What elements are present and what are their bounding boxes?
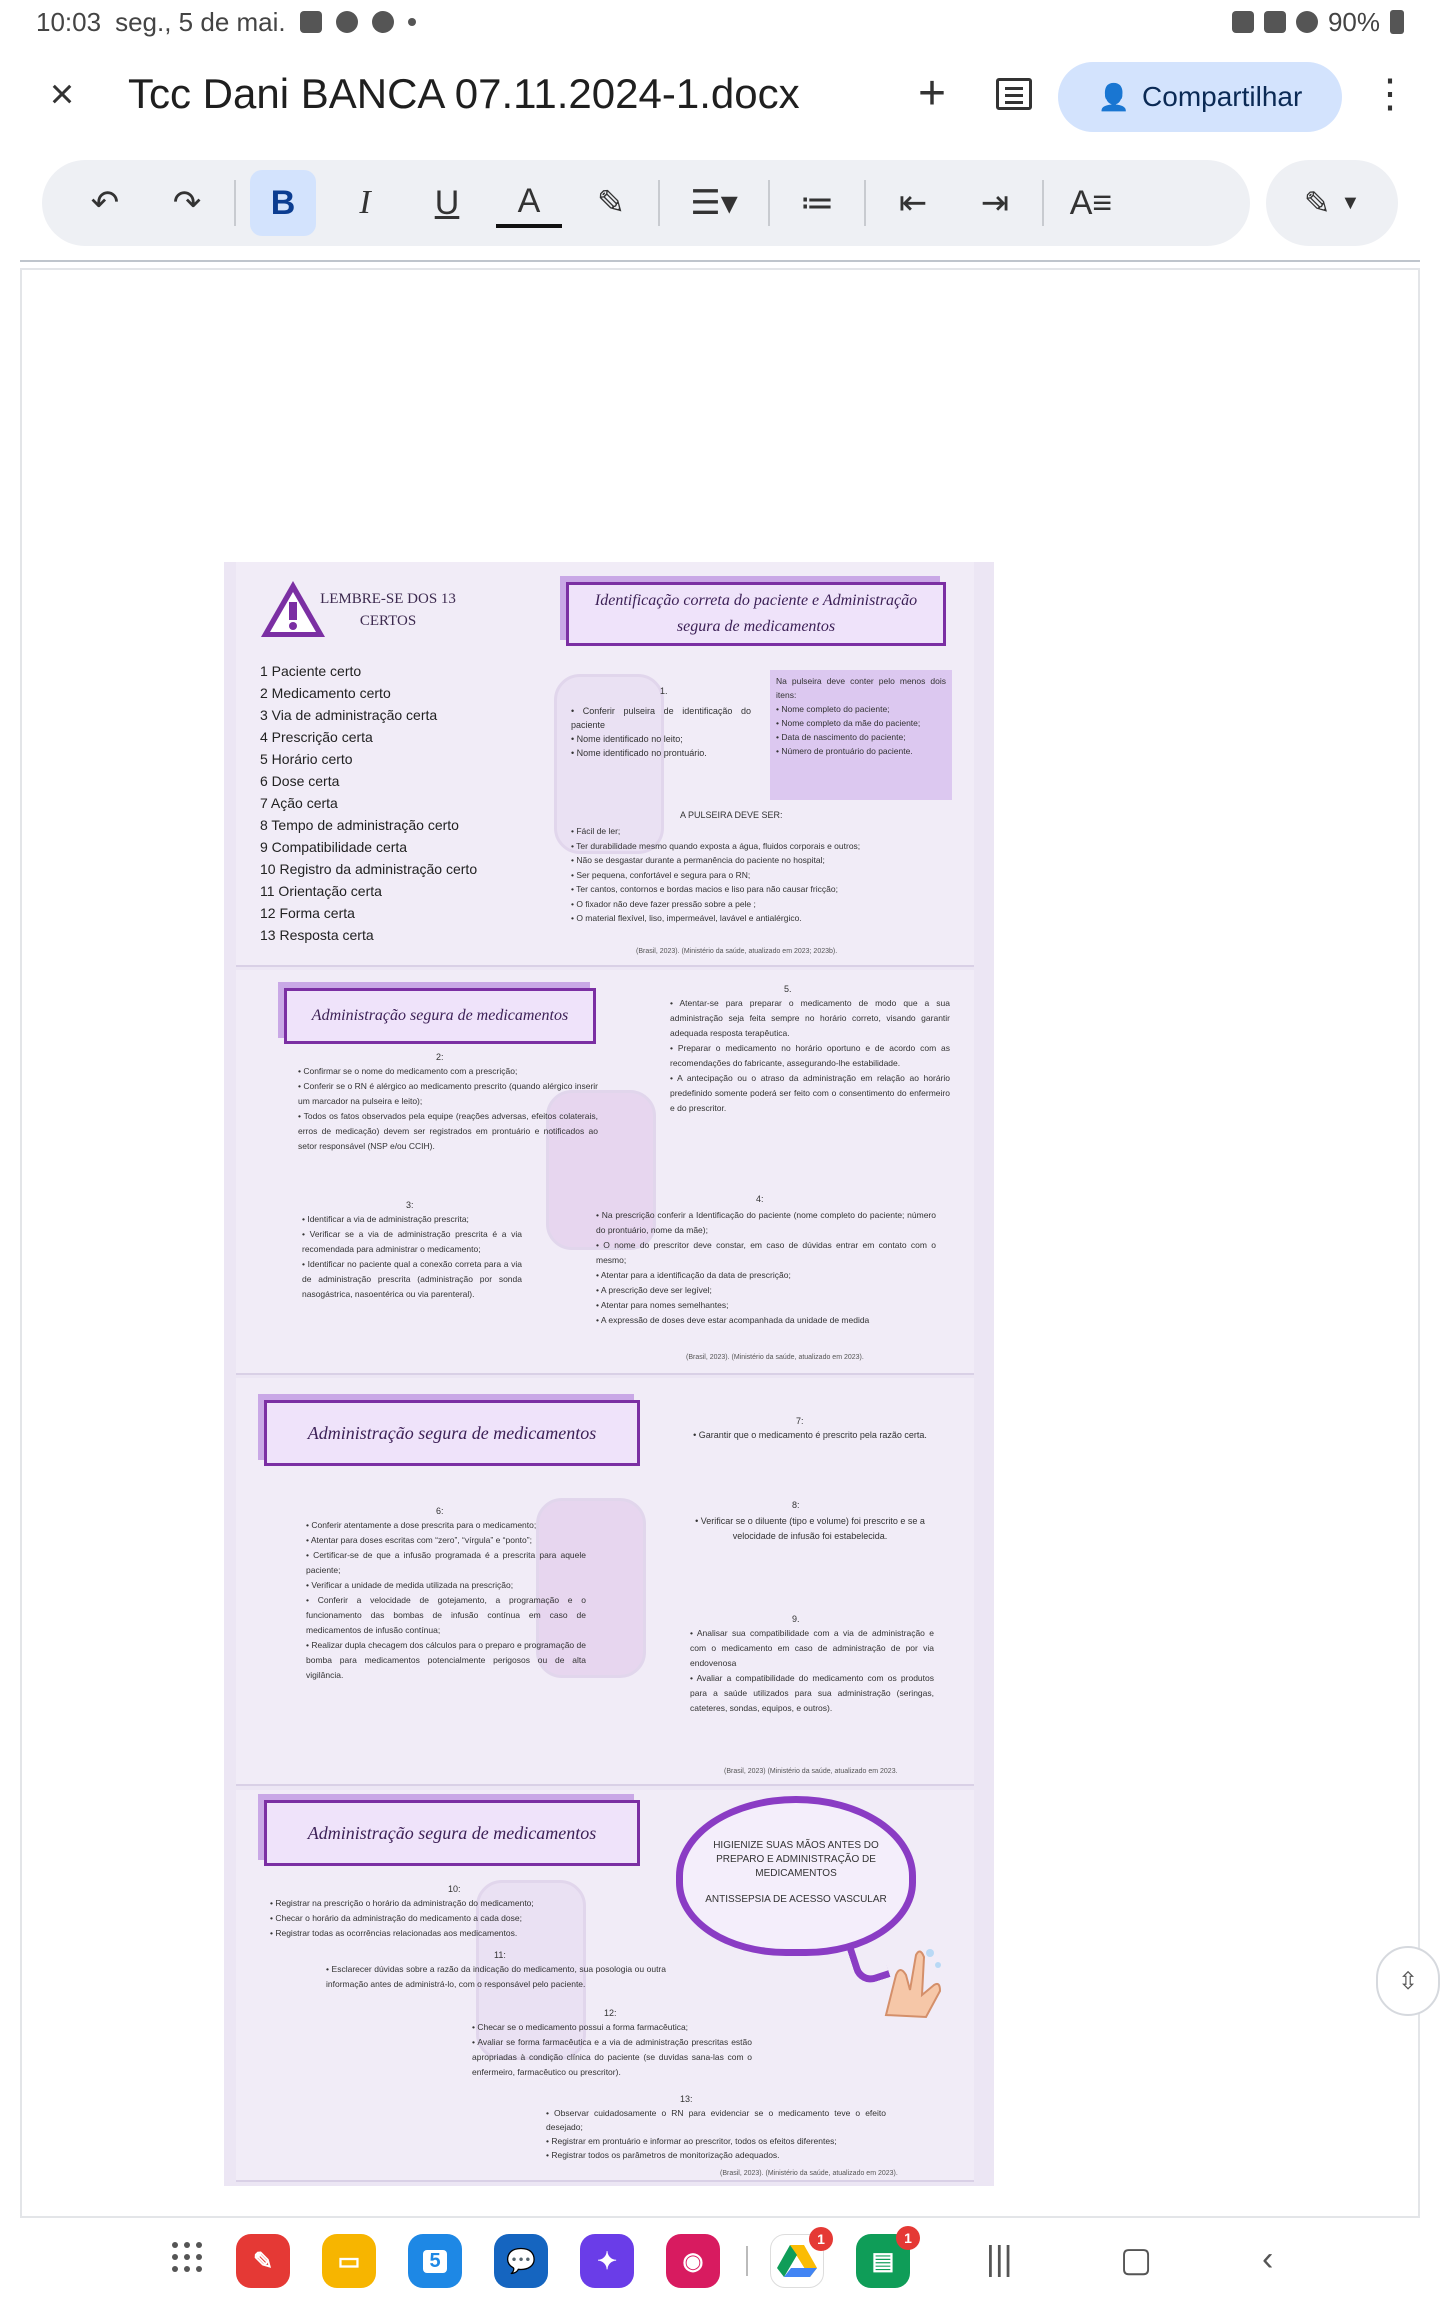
notification-badge: 1 bbox=[809, 2227, 833, 2251]
washing-hands-icon bbox=[876, 1935, 946, 2025]
item9-text: • Analisar sua compatibilidade com a via de administração e com o medicamento em caso de administração de por via endovenosa • Avaliar a compatibilidade do medicamento com os produtos para a saúde utilizados para sua administração (seringas, cateteres, sondas, equipos, e outros). bbox=[690, 1628, 934, 1713]
classroom-app-icon[interactable]: ▤ 1 bbox=[856, 2234, 910, 2288]
wifi-icon bbox=[1296, 11, 1318, 33]
poster-section-medication-2 bbox=[236, 970, 974, 1375]
notification-badge: 1 bbox=[896, 2226, 920, 2250]
bubble-text: HIGIENIZE SUAS MÃOS ANTES DO PREPARO E ADMINISTRAÇÃO DE MEDICAMENTOS bbox=[713, 1840, 879, 1879]
item-number: 8: bbox=[792, 1500, 800, 1510]
item7-text: • Garantir que o medicamento é prescrito pela razão certa. bbox=[693, 1430, 927, 1440]
bubble-text-2: ANTISSEPSIA DE ACESSO VASCULAR bbox=[705, 1894, 887, 1905]
item-number: 4: bbox=[756, 1194, 764, 1204]
lembre-line1: LEMBRE-SE DOS 13 bbox=[320, 591, 456, 607]
browser-app-icon[interactable]: ✦ bbox=[580, 2234, 634, 2288]
pulseira-requirements-box: Na pulseira deve conter pelo menos dois itens: • Nome completo do paciente; • Nome completo da mãe do paciente; • Data de nascimento do paciente; • Número de prontuário do paciente. bbox=[770, 670, 952, 800]
poster-section-identification bbox=[236, 562, 974, 967]
item-number: 5. bbox=[784, 984, 792, 994]
item-number: 3: bbox=[406, 1200, 414, 1210]
recent-apps-icon[interactable]: ||| bbox=[986, 2240, 1013, 2278]
lembre-line2: CERTOS bbox=[359, 613, 417, 629]
share-button-label: Compartilhar bbox=[1142, 81, 1303, 112]
underline-button[interactable]: U bbox=[434, 183, 460, 222]
toolbar-divider bbox=[864, 180, 866, 226]
item-number: 7: bbox=[796, 1416, 804, 1426]
redo-icon[interactable]: ↷ bbox=[172, 184, 202, 222]
item1-text: • Conferir pulseira de identificação do paciente • Nome identificado no leito; • Nome identificado no prontuário. bbox=[571, 706, 751, 758]
mute-icon bbox=[1264, 11, 1286, 33]
scroll-up-down-icon: ⇳ bbox=[1397, 1967, 1419, 1995]
close-icon[interactable]: × bbox=[49, 70, 75, 117]
align-menu-icon[interactable]: ☰▾ bbox=[690, 184, 738, 222]
list-item: 6 Dose certa bbox=[260, 773, 340, 789]
item5-text: • Atentar-se para preparar o medicamento de modo que a sua administração seja feita sempre no horário correto, visando garantir adequada resposta terapêutica. • Preparar o medicamento no horário oportuno e de acordo com as recomendações do fabricante, assegurando-lhe estabilidade. • A antecipação ou o atraso da administração em relação ao horário predefinido somente poderá ser feito com o consentimento do enfermeiro e do prescritor. bbox=[670, 998, 950, 1113]
citation: (Brasil, 2023). (Ministério da saúde, atualizado em 2023; 2023b). bbox=[636, 948, 838, 955]
battery-icon bbox=[1390, 10, 1404, 34]
item-number: 13: bbox=[680, 2094, 693, 2104]
item-number: 6: bbox=[436, 1506, 444, 1516]
section-title: Administração segura de medicamentos bbox=[264, 1400, 640, 1466]
list-item: 8 Tempo de administração certo bbox=[260, 817, 459, 833]
bold-button[interactable]: B bbox=[250, 170, 316, 236]
pencil-icon: ✎ bbox=[1303, 185, 1331, 221]
home-icon[interactable]: ▢ bbox=[1120, 2241, 1153, 2279]
calendar-app-icon[interactable] bbox=[408, 2234, 462, 2288]
highlight-icon[interactable]: ✎ bbox=[596, 184, 626, 222]
calendar-day: 5 bbox=[423, 2250, 446, 2273]
list-item: 13 Resposta certa bbox=[260, 927, 374, 943]
list-item: 4 Prescrição certa bbox=[260, 729, 373, 745]
bulleted-list-icon[interactable]: ≔ bbox=[800, 184, 834, 222]
camera-app-icon[interactable]: ◉ bbox=[666, 2234, 720, 2288]
pulseira-list: • Fácil de ler; • Ter durabilidade mesmo quando exposta a água, fluidos corporais e outros; • Não se desgastar durante a permanência do paciente no hospital; • Ser pequena, confortável e segura para o RN; • Ter cantos, contornos e bordas macios e liso para não causar fricção; • O fixador não deve fazer pressão sobre a pele ; • O material flexível, liso, impermeável, lavável e antialérgico. bbox=[571, 826, 861, 923]
more-options-icon[interactable]: ⋮ bbox=[1370, 72, 1410, 116]
notes-app-icon[interactable]: ✎ bbox=[236, 2234, 290, 2288]
share-button[interactable] bbox=[1058, 62, 1342, 132]
section-title: Identificação correta do paciente e Administração segura de medicamentos bbox=[566, 582, 946, 646]
gallery-notification-icon bbox=[300, 11, 322, 33]
italic-button[interactable]: I bbox=[359, 184, 371, 221]
more-notifications-dot-icon bbox=[408, 18, 416, 26]
list-item: 2 Medicamento certo bbox=[260, 685, 391, 701]
list-item: 7 Ação certa bbox=[260, 795, 338, 811]
toolbar-divider bbox=[1042, 180, 1044, 226]
item3-text: • Identificar a via de administração prescrita; • Verificar se a via de administração prescrita é a via recomendada para administrar o medicamento; • Identificar no paciente qual a conexão correta para a via de administração prescrita (administração por sonda nasogástrica, nasoentérica ou via parenteral). bbox=[302, 1214, 522, 1299]
item2-text: • Confirmar se o nome do medicamento com a prescrição; • Conferir se o RN é alérgico ao medicamento prescrito (quando alérgico inserir um marcador na pulseira e leito); • Todos os fatos observados pela equipe (reações adversas, efeitos colaterais, erros de medicação) devem ser registrados em prontuário e notificados ao setor responsável (NSP e/ou CCIH). bbox=[298, 1066, 598, 1151]
item10-text: • Registrar na prescrição o horário da administração do medicamento; • Checar o horário da administração do medicamento a cada dose; • Registrar todas as ocorrências relacionadas aos medicamentos. bbox=[270, 1898, 534, 1938]
item12-text: • Checar se o medicamento possui a forma farmacêutica; • Avaliar se forma farmacêutica e a via de administração prescritas estão apropriadas à condição clínica do paciente (se duvidas sana-las com o enfermeiro, farmacêutico ou prescritor). bbox=[472, 2022, 752, 2077]
undo-icon[interactable]: ↶ bbox=[90, 184, 120, 222]
increase-indent-icon[interactable]: ⇥ bbox=[980, 184, 1010, 222]
list-item: 5 Horário certo bbox=[260, 751, 353, 767]
item-number: 1. bbox=[660, 686, 668, 696]
dock-divider bbox=[746, 2246, 748, 2276]
google-drive-app-icon[interactable] bbox=[770, 2231, 825, 2288]
add-person-icon: 👤 bbox=[1097, 81, 1131, 112]
item6-text: • Conferir atentamente a dose prescrita para o medicamento; • Atentar para doses escritas com “zero”, “vírgula” e “ponto”; • Certificar-se de que a infusão programada é a prescrita para aquele paciente; • Verificar a unidade de medida utilizada na prescrição; • Conferir a velocidade de gotejamento, a programação e o funcionamento das bombas de infusão contínua em caso de medicamentos de infusão contínua; • Realizar dupla checagem dos cálculos para o preparo e programação de bomba para medicamentos potencialmente perigosos ou de alta vigilância. bbox=[306, 1520, 586, 1680]
comment-icon[interactable] bbox=[996, 78, 1032, 110]
add-icon[interactable]: + bbox=[917, 67, 947, 120]
text-format-icon[interactable]: A≡ bbox=[1069, 183, 1113, 222]
battery-percentage: 90% bbox=[1327, 6, 1380, 37]
item-number: 10: bbox=[448, 1884, 461, 1894]
section-title: Administração segura de medicamentos bbox=[264, 1800, 640, 1866]
list-item: 12 Forma certa bbox=[260, 905, 355, 921]
section-title: Administração segura de medicamentos bbox=[284, 988, 596, 1044]
toolbar-divider bbox=[768, 180, 770, 226]
lembre-heading bbox=[318, 588, 458, 632]
item8-text: • Verificar se o diluente (tipo e volume) foi prescrito e se a velocidade de infusão foi estabelecida. bbox=[695, 1516, 925, 1541]
pulseira-heading: A PULSEIRA DEVE SER: bbox=[680, 810, 783, 820]
text-color-button[interactable]: A bbox=[496, 178, 562, 228]
item-number: 12: bbox=[604, 2008, 617, 2018]
citation: (Brasil, 2023). (Ministério da saúde, atualizado em 2023). bbox=[720, 2170, 898, 2177]
certos-list bbox=[260, 660, 477, 946]
vibrate-icon bbox=[1232, 11, 1254, 33]
decrease-indent-icon[interactable]: ⇤ bbox=[898, 184, 928, 222]
item4-text: • Na prescrição conferir a Identificação do paciente (nome completo do paciente; número do prontuário, nome da mãe); • O nome do prescritor deve constar, em caso de dúvidas entrar em contato com o mesmo; • Atentar para a identificação da data de prescrição; • A prescrição deve ser legível; • Atentar para nomes semelhantes; • A expressão de doses deve estar acompanhada da unidade de medida bbox=[596, 1210, 936, 1325]
item11-text: • Esclarecer dúvidas sobre a razão da indicação do medicamento, sua posologia ou outra informação antes de administrá-lo, com o responsável pelo paciente. bbox=[326, 1964, 666, 1989]
drive-logo-icon bbox=[777, 2243, 817, 2279]
list-item: 11 Orientação certa bbox=[260, 883, 382, 899]
sync-notification-icon bbox=[336, 11, 358, 33]
toolbar-divider bbox=[658, 180, 660, 226]
fast-scroll-handle[interactable] bbox=[1376, 1946, 1440, 2016]
messages-app-icon[interactable]: 💬 bbox=[494, 2234, 548, 2288]
document-title[interactable]: Tcc Dani BANCA 07.11.2024-1.docx bbox=[128, 70, 800, 117]
list-item: 1 Paciente certo bbox=[260, 663, 362, 679]
poster-section-medication-3 bbox=[236, 1378, 974, 1786]
toolbar-divider bbox=[234, 180, 236, 226]
list-item: 3 Via de administração certa bbox=[260, 707, 438, 723]
chevron-down-icon: ▼ bbox=[1340, 191, 1361, 214]
app-bar bbox=[0, 50, 1440, 150]
status-date: seg., 5 de mai. bbox=[115, 6, 286, 37]
files-app-icon[interactable]: ▭ bbox=[322, 2234, 376, 2288]
cloud-icon bbox=[372, 11, 394, 33]
ruler-divider bbox=[20, 260, 1420, 262]
item-number: 9. bbox=[792, 1614, 800, 1624]
back-icon[interactable]: ‹ bbox=[1262, 2240, 1274, 2278]
citation: (Brasil, 2023) (Ministério da saúde, atualizado em 2023. bbox=[724, 1768, 898, 1775]
item13-text: • Observar cuidadosamente o RN para evidenciar se o medicamento teve o efeito desejado; • Registrar em prontuário e informar ao prescritor, todos os efeitos diferentes; • Registrar todos os parâmetros de monitorização adequados. bbox=[546, 2108, 886, 2160]
embedded-poster-image[interactable] bbox=[224, 562, 994, 2186]
list-item: 10 Registro da administração certo bbox=[260, 861, 478, 877]
item-number: 2: bbox=[436, 1052, 444, 1062]
app-drawer-icon[interactable] bbox=[172, 2242, 204, 2274]
status-bar bbox=[0, 0, 1440, 44]
status-time: 10:03 bbox=[36, 6, 102, 37]
edit-mode-button[interactable] bbox=[1266, 160, 1398, 246]
citation: (Brasil, 2023). (Ministério da saúde, atualizado em 2023). bbox=[686, 1354, 864, 1361]
poster-section-medication-4 bbox=[236, 1790, 974, 2182]
hand-hygiene-speech-bubble bbox=[676, 1796, 916, 1956]
list-item: 9 Compatibilidade certa bbox=[260, 839, 408, 855]
taskbar bbox=[0, 2222, 1440, 2304]
formatting-toolbar bbox=[42, 160, 1250, 246]
item-number: 11: bbox=[494, 1950, 506, 1960]
